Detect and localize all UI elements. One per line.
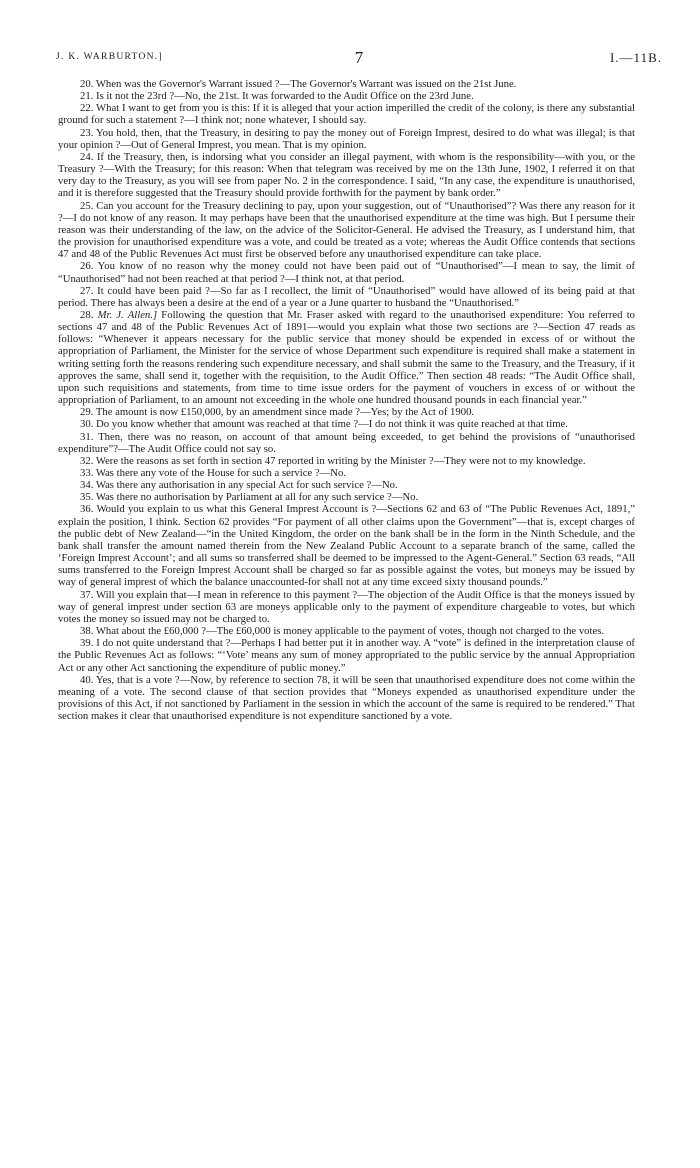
document-reference: I.—11B. [609, 50, 662, 65]
question-paragraph: 25. Can you account for the Treasury declining to pay, upon your suggestion, out of “Unauthorised”? Was there any reason for it ?—I do not know of any reason. It may perhaps have been that the unauthorised expenditure at the time was high. But I persume their reason was their understanding of the law, on the advice of the Solicitor-General. He advised the Treasury, as I understand him, that the provision for unauthorised expenditure was a vote, and could be treated as a vote; whereas the Audit Office contends that sections 47 and 48 of the Public Revenues Act must first be observed before any unauthorised expenditure can take place. [58, 199, 635, 261]
question-paragraph: 26. You know of no reason why the money could not have been paid out of “Unauthorised”—I mean to say, the limit of “Unauthorised” had not been reached at that period ?—I think not, at that period. [58, 260, 635, 285]
question-paragraph: 21. Is it not the 23rd ?—No, the 21st. It was forwarded to the Audit Office on the 23rd June. [80, 90, 474, 103]
question-paragraph: 32. Were the reasons as set forth in section 47 reported in writing by the Minister ?—They were not to my knowledge. [80, 454, 586, 467]
question-paragraph: 34. Was there any authorisation in any special Act for such service ?—No. [80, 479, 398, 492]
question-paragraph: 36. Would you explain to us what this General Imprest Account is ?—Sections 62 and 63 of “The Public Revenues Act, 1891,” explain the position, I think. Section 62 provides “For payment of all other claims upon the Government”—that is, except charges of the public debt of New Zealand—“in the United Kingdom, the order on the bank shall be in the form in the Ninth Schedule, and the bank shall transfer the amount named therein from the New Zealand Public Account to a separate branch of the same, called the ‘Foreign Imprest Account’; and all sums so transferred shall be deemed to be impressed to the Agent-General.” Section 63 reads, “All sums transferred to the Foreign Imprest Account shall be charged so far as possible against the votes, but moneys may be issued by way of general imprest of which the balance unaccounted-for shall not at any time exceed sixty thousand pounds.” [58, 503, 635, 589]
question-paragraph: 28. Mr. J. Allen.] Following the question that Mr. Fraser asked with regard to the unauthorised expenditure: You referred to sections 47 and 48 of the Public Revenues Act of 1891—would you explain what those two sections are ?—Section 47 reads as follows: “Whenever it appears necessary for the public service that money should be expended in excess of or without the appropriation of Parliament, the Minister for the service of whose Department such expenditure is required shall make a statement in writing setting forth the reasons rendering such expenditure necessary, and shall submit the same to the Treasury, and the Treasury, if it approves the same, shall send it, together with the requisition, to the Audit Office.” Then section 48 reads: “The Audit Office shall, upon such requisitions and statements, from time to time issue orders for the payment of vouchers in excess of or without the appropriation of Parliament, to an amount not exceeding in the whole one hundred thousand pounds in each financial year.” [58, 308, 636, 407]
question-paragraph: 39. I do not quite understand that ?—Perhaps I had better put it in another way. A “vote” is defined in the interpretation clause of the Public Revenues Act as follows: “‘Vote’ means any sum of money appropriated to the public service by the annual Appropriation Act or any other Act sanctioning the expenditure of public money.” [58, 637, 635, 674]
question-paragraph: 38. What about the £60,000 ?—The £60,000 is money applicable to the payment of votes, though not charged to the votes. [80, 625, 605, 638]
page-number: 7 [354, 48, 364, 67]
speaker-name: Mr. J. Allen.] [97, 308, 158, 321]
question-paragraph: 27. It could have been paid ?—So far as I recollect, the limit of “Unauthorised” would have allowed of its being paid at that period. There has always been a desire at the end of a year or a June quarter to husband the “Unauthorised.” [58, 284, 635, 309]
question-paragraph: 37. Will you explain that—I mean in reference to this payment ?—The objection of the Audit Office is that the moneys issued by way of general imprest under section 63 are moneys applicable only to the payment of expenditure chargeable to votes, but which votes the money so issued may not be charged to. [58, 588, 635, 625]
question-paragraph: 24. If the Treasury, then, is indorsing what you consider an illegal payment, with whom is the responsibility—with you, or the Treasury ?—With the Treasury; for this reason: When that telegram was received by me on the 13th June, 1902, I referred it on that very day to the Treasury, as you will see from paper No. 2 in the correspondence. I said, “In any case, the expenditure is unauthorised, and it is therefore suggested that the Treasury should provide forthwith for the payment by bank order.” [58, 150, 635, 200]
question-paragraph: 33. Was there any vote of the House for such a service ?—No. [80, 467, 347, 479]
question-paragraph: 30. Do you know whether that amount was reached at that time ?—I do not think it was quite reached at that time. [80, 418, 568, 431]
question-paragraph: 20. When was the Governor's Warrant issued ?—The Governor's Warrant was issued on the 21st June. [80, 78, 517, 90]
evidence-text [58, 78, 635, 722]
question-paragraph: 23. You hold, then, that the Treasury, in desiring to pay the money out of Foreign Imprest, desired to do what was illegal; is that your opinion ?—Out of General Imprest, you mean. That is my opinion. [58, 126, 635, 151]
page-header [56, 48, 662, 70]
question-paragraph: 31. Then, there was no reason, on account of that amount being exceeded, to get behind the provisions of “unauthorised expenditure”?—The Audit Office could not say so. [58, 430, 635, 455]
question-paragraph: 22. What I want to get from you is this: If it is alleged that your action imperilled the credit of the colony, is there any substantial ground for such a statement ?—I think not; none whatever, I should say. [58, 102, 635, 127]
running-head-left: J. K. WARBURTON.] [56, 52, 163, 62]
question-paragraph: 29. The amount is now £150,000, by an amendment since made ?—Yes; by the Act of 1900. [80, 406, 475, 419]
question-paragraph: 35. Was there no authorisation by Parliament at all for any such service ?—No. [80, 491, 419, 504]
question-paragraph: 40. Yes, that is a vote ?—Now, by reference to section 78, it will be seen that unauthorised expenditure does not come within the meaning of a vote. The second clause of that section provides that “Moneys expended as unauthorised expenditure under the provisions of this Act, if not sanctioned by Parliament in the session in which the account of the same is required to be rendered.” That section makes it clear that unauthorised expenditure is not expenditure sanctioned by a vote. [58, 673, 635, 723]
